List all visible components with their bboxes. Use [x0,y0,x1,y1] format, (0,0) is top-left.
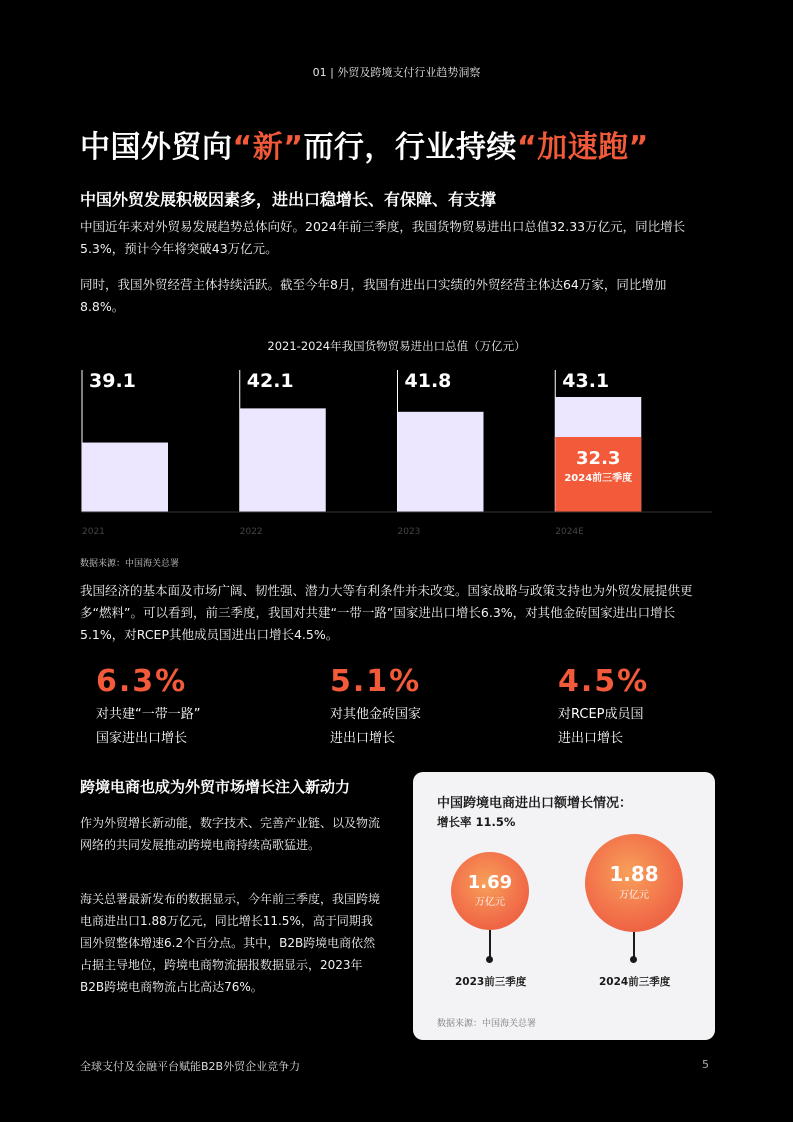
chart-source: 数据来源：中国海关总署 [80,559,180,569]
bubble-stem [633,932,635,958]
title-part-3: 而行，行业持续 [303,130,517,165]
highlight-value-label: 32.3 [576,448,621,469]
x-tick-label: 2023 [397,527,421,537]
bubble-unit: 万亿元 [475,897,505,908]
card-source: 数据来源：中国海关总署 [437,1019,537,1029]
section1-heading: 中国外贸发展积极因素多，进出口稳增长、有保障、有支撑 [80,190,497,209]
bubble-dot [486,956,493,963]
title-part-4: “加速跑” [516,130,649,165]
bar-value-label: 42.1 [246,370,294,392]
bubble-caption: 2024前三季度 [599,976,671,988]
stat-card-2 [330,664,480,751]
x-tick-label: 2024E [555,527,584,537]
page-number: 5 [702,1058,709,1071]
highlight-caption-label: 2024前三季度 [564,473,633,484]
x-tick-label: 2022 [239,527,263,537]
bar-value-label: 41.8 [404,370,452,392]
stat-label-line1: 对共建“一带一路” [96,707,201,722]
bubble-dot [630,956,637,963]
bubble-value: 1.88 [609,862,659,886]
stat-label [558,703,708,751]
stat-value: 4.5% [558,664,650,699]
page-title [80,122,649,166]
stat-label-line2: 进出口增长 [558,731,624,746]
title-part-1: 中国外贸向 [80,130,233,165]
bar-chart [0,360,793,550]
stat-label [96,703,246,751]
page-header-label: 01 | 外贸及跨境支付行业趋势洞察 [312,66,481,79]
bar-2022 [240,408,326,512]
bubble-2024 [585,834,683,932]
bar-2021 [82,443,168,512]
section3-para1: 作为外贸增长新动能，数字技术、完善产业链、以及物流网络的共同发展推动跨境电商持续高歌猛进。 [80,816,381,852]
section1-para2: 同时，我国外贸经营主体持续活跃。截至今年8月，我国有进出口实绩的外贸经营主体达64万家，同比增加8.8%。 [80,277,667,314]
bar-value-label: 43.1 [562,370,610,392]
stat-label-line2: 国家进出口增长 [96,731,188,746]
section1-para1: 中国近年来对外贸易发展趋势总体向好。2024年前三季度，我国货物贸易进出口总值32.33万亿元，同比增长5.3%，预计今年将突破43万亿元。 [80,219,686,256]
x-tick-label: 2021 [82,527,105,537]
bar-value-label: 39.1 [89,370,136,392]
stat-card-1 [96,664,246,751]
stat-value: 5.1% [330,664,422,699]
section3-para2: 海关总署最新发布的数据显示，今年前三季度，我国跨境电商进出口1.88万亿元，同比增长11.5%，高于同期我国外贸整体增速6.2个百分点。其中，B2B跨境电商依然占据主导地位，跨境电商物流据报数据显示，2023年B2B跨境电商物流占比高达76%。 [80,892,381,994]
section3-heading: 跨境电商也成为外贸市场增长注入新动力 [80,778,351,796]
stat-value: 6.3% [96,664,188,699]
stat-card-3 [558,664,708,751]
stat-label [330,703,480,751]
bubble-unit: 万亿元 [619,890,649,901]
card-subtitle: 增长率 11.5% [437,815,516,829]
bubble-2023 [451,852,529,930]
bar-2023 [398,412,484,512]
bubble-value: 1.69 [467,872,513,893]
card-title: 中国跨境电商进出口额增长情况： [437,796,633,811]
title-part-2: “新” [232,130,304,165]
ecommerce-card [413,772,715,1040]
bubble-caption: 2023前三季度 [455,976,527,988]
bubble-stem [489,930,491,958]
chart-title: 2021-2024年我国货物贸易进出口总值（万亿元） [267,339,526,353]
stat-label-line1: 对RCEP成员国 [558,707,644,722]
stat-label-line1: 对其他金砖国家 [330,707,422,722]
stat-label-line2: 进出口增长 [330,731,396,746]
footer-text: 全球支付及金融平台赋能B2B外贸企业竞争力 [80,1060,301,1073]
section2-para: 我国经济的基本面及市场广阔、韧性强、潜力大等有利条件并未改变。国家战略与政策支持也为外贸发展提供更多“燃料”。可以看到，前三季度，我国对共建“一带一路”国家进出口增长6.3%，对其他金砖国家进出口增长5.1%，对RCEP其他成员国进出口增长4.5%。 [80,583,693,642]
